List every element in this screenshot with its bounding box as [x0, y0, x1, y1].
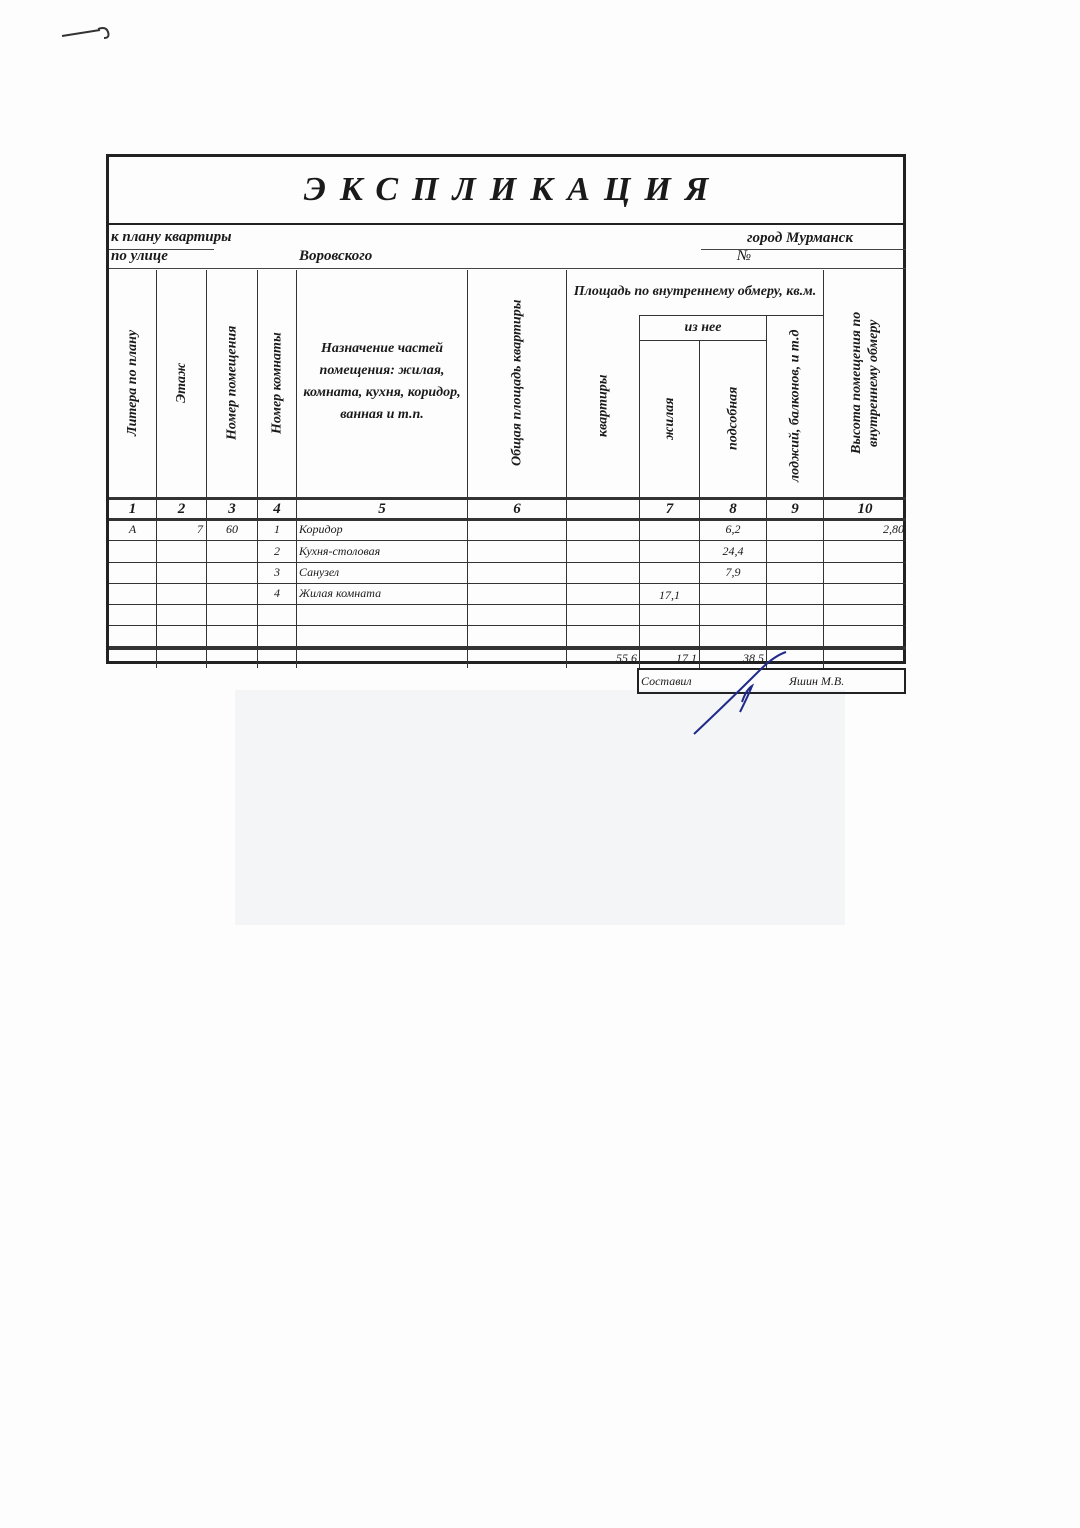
- grid-line: [639, 315, 823, 316]
- rule: [701, 249, 906, 250]
- col-header-etazh: Этаж: [174, 362, 189, 404]
- col-header-lodzhii: лоджий, балконов, и т.д: [787, 329, 803, 483]
- col-number: 6: [513, 500, 521, 517]
- total-zhilaya: 17,1: [676, 650, 697, 665]
- pen-mark: [60, 20, 120, 50]
- cell-komnata-no: 3: [274, 564, 280, 579]
- grid-line: [109, 583, 906, 584]
- grid-line: [109, 562, 906, 563]
- col-number: 9: [791, 500, 799, 517]
- col-number: 4: [273, 500, 281, 517]
- signature-mark: [690, 650, 800, 740]
- rule: [109, 249, 214, 250]
- street-name: Воровского: [299, 248, 373, 264]
- col-header-height: Высота помещения по внутреннему обмеру: [849, 311, 881, 455]
- col-number: 2: [177, 500, 186, 517]
- col-header-kvartiry: квартиры: [595, 374, 611, 438]
- cell-litera: А: [128, 521, 137, 536]
- col-number: 1: [128, 500, 137, 517]
- grid-line: [109, 604, 906, 605]
- cell-purpose: Санузел: [299, 564, 340, 579]
- col-number: 10: [857, 500, 873, 517]
- col-header-litera: Литера по плану: [125, 329, 140, 437]
- cell-podsobnaya: 24,4: [722, 543, 744, 558]
- grid-line: [639, 340, 766, 341]
- cell-zhilaya: [640, 519, 699, 539]
- grid-line: [109, 540, 906, 541]
- col-header-podsobnaya: подсобная: [725, 386, 741, 451]
- col-header-area-group: Площадь по внутреннему обмеру, кв.м.: [573, 284, 817, 299]
- cell-purpose: Кухня-столовая: [299, 543, 381, 558]
- col-number: 8: [729, 500, 737, 517]
- cell-komnata-no: 2: [274, 543, 280, 558]
- col-header-purpose: Назначение частей помещения: жилая, комната, кухня, коридор, ванная и т.п.: [303, 341, 461, 422]
- col-number: 5: [378, 500, 386, 517]
- plan-label: к плану квартиры: [111, 229, 232, 245]
- street-label: по улице: [111, 248, 168, 264]
- cell-podsobnaya: 6,2: [725, 521, 741, 536]
- cell-podsobnaya: 7,9: [725, 564, 741, 579]
- city-name: город Мурманск: [747, 230, 853, 246]
- col-header-total-area: Общая площадь квартиры: [509, 299, 525, 467]
- col-header-zhilaya: жилая: [662, 397, 677, 440]
- compiled-by-label: Составил: [641, 674, 692, 688]
- cell-etazh: 7: [197, 521, 203, 536]
- col-number: 7: [665, 500, 674, 517]
- grid-line: [296, 270, 297, 668]
- total-podsobnaya: 38,5: [743, 650, 764, 665]
- col-header-komnata-no: Номер комнаты: [269, 332, 285, 434]
- col-header-iz-nee: из нее: [684, 320, 722, 335]
- rule: [109, 268, 906, 269]
- cell-purpose: Коридор: [299, 521, 343, 536]
- total-kvartiry: 55,6: [616, 650, 637, 665]
- cell-room-no: 60: [226, 521, 238, 536]
- cell-komnata-no: 4: [274, 585, 280, 600]
- cell-komnata-no: 1: [274, 521, 280, 536]
- compiler-name: Яшин М.В.: [789, 674, 845, 688]
- explication-form: [106, 154, 906, 664]
- cell-zhilaya: 17,1: [659, 587, 680, 602]
- document-title: ЭКСПЛИКАЦИЯ: [303, 171, 723, 208]
- cell-height: 2,80: [883, 521, 904, 536]
- col-number: 3: [228, 500, 236, 517]
- title-box: [109, 157, 903, 225]
- col-header-room-no: Номер помещения: [224, 325, 240, 441]
- cell-purpose: Жилая комната: [299, 585, 382, 600]
- grid-line: [109, 625, 906, 626]
- number-sign: №: [737, 248, 752, 264]
